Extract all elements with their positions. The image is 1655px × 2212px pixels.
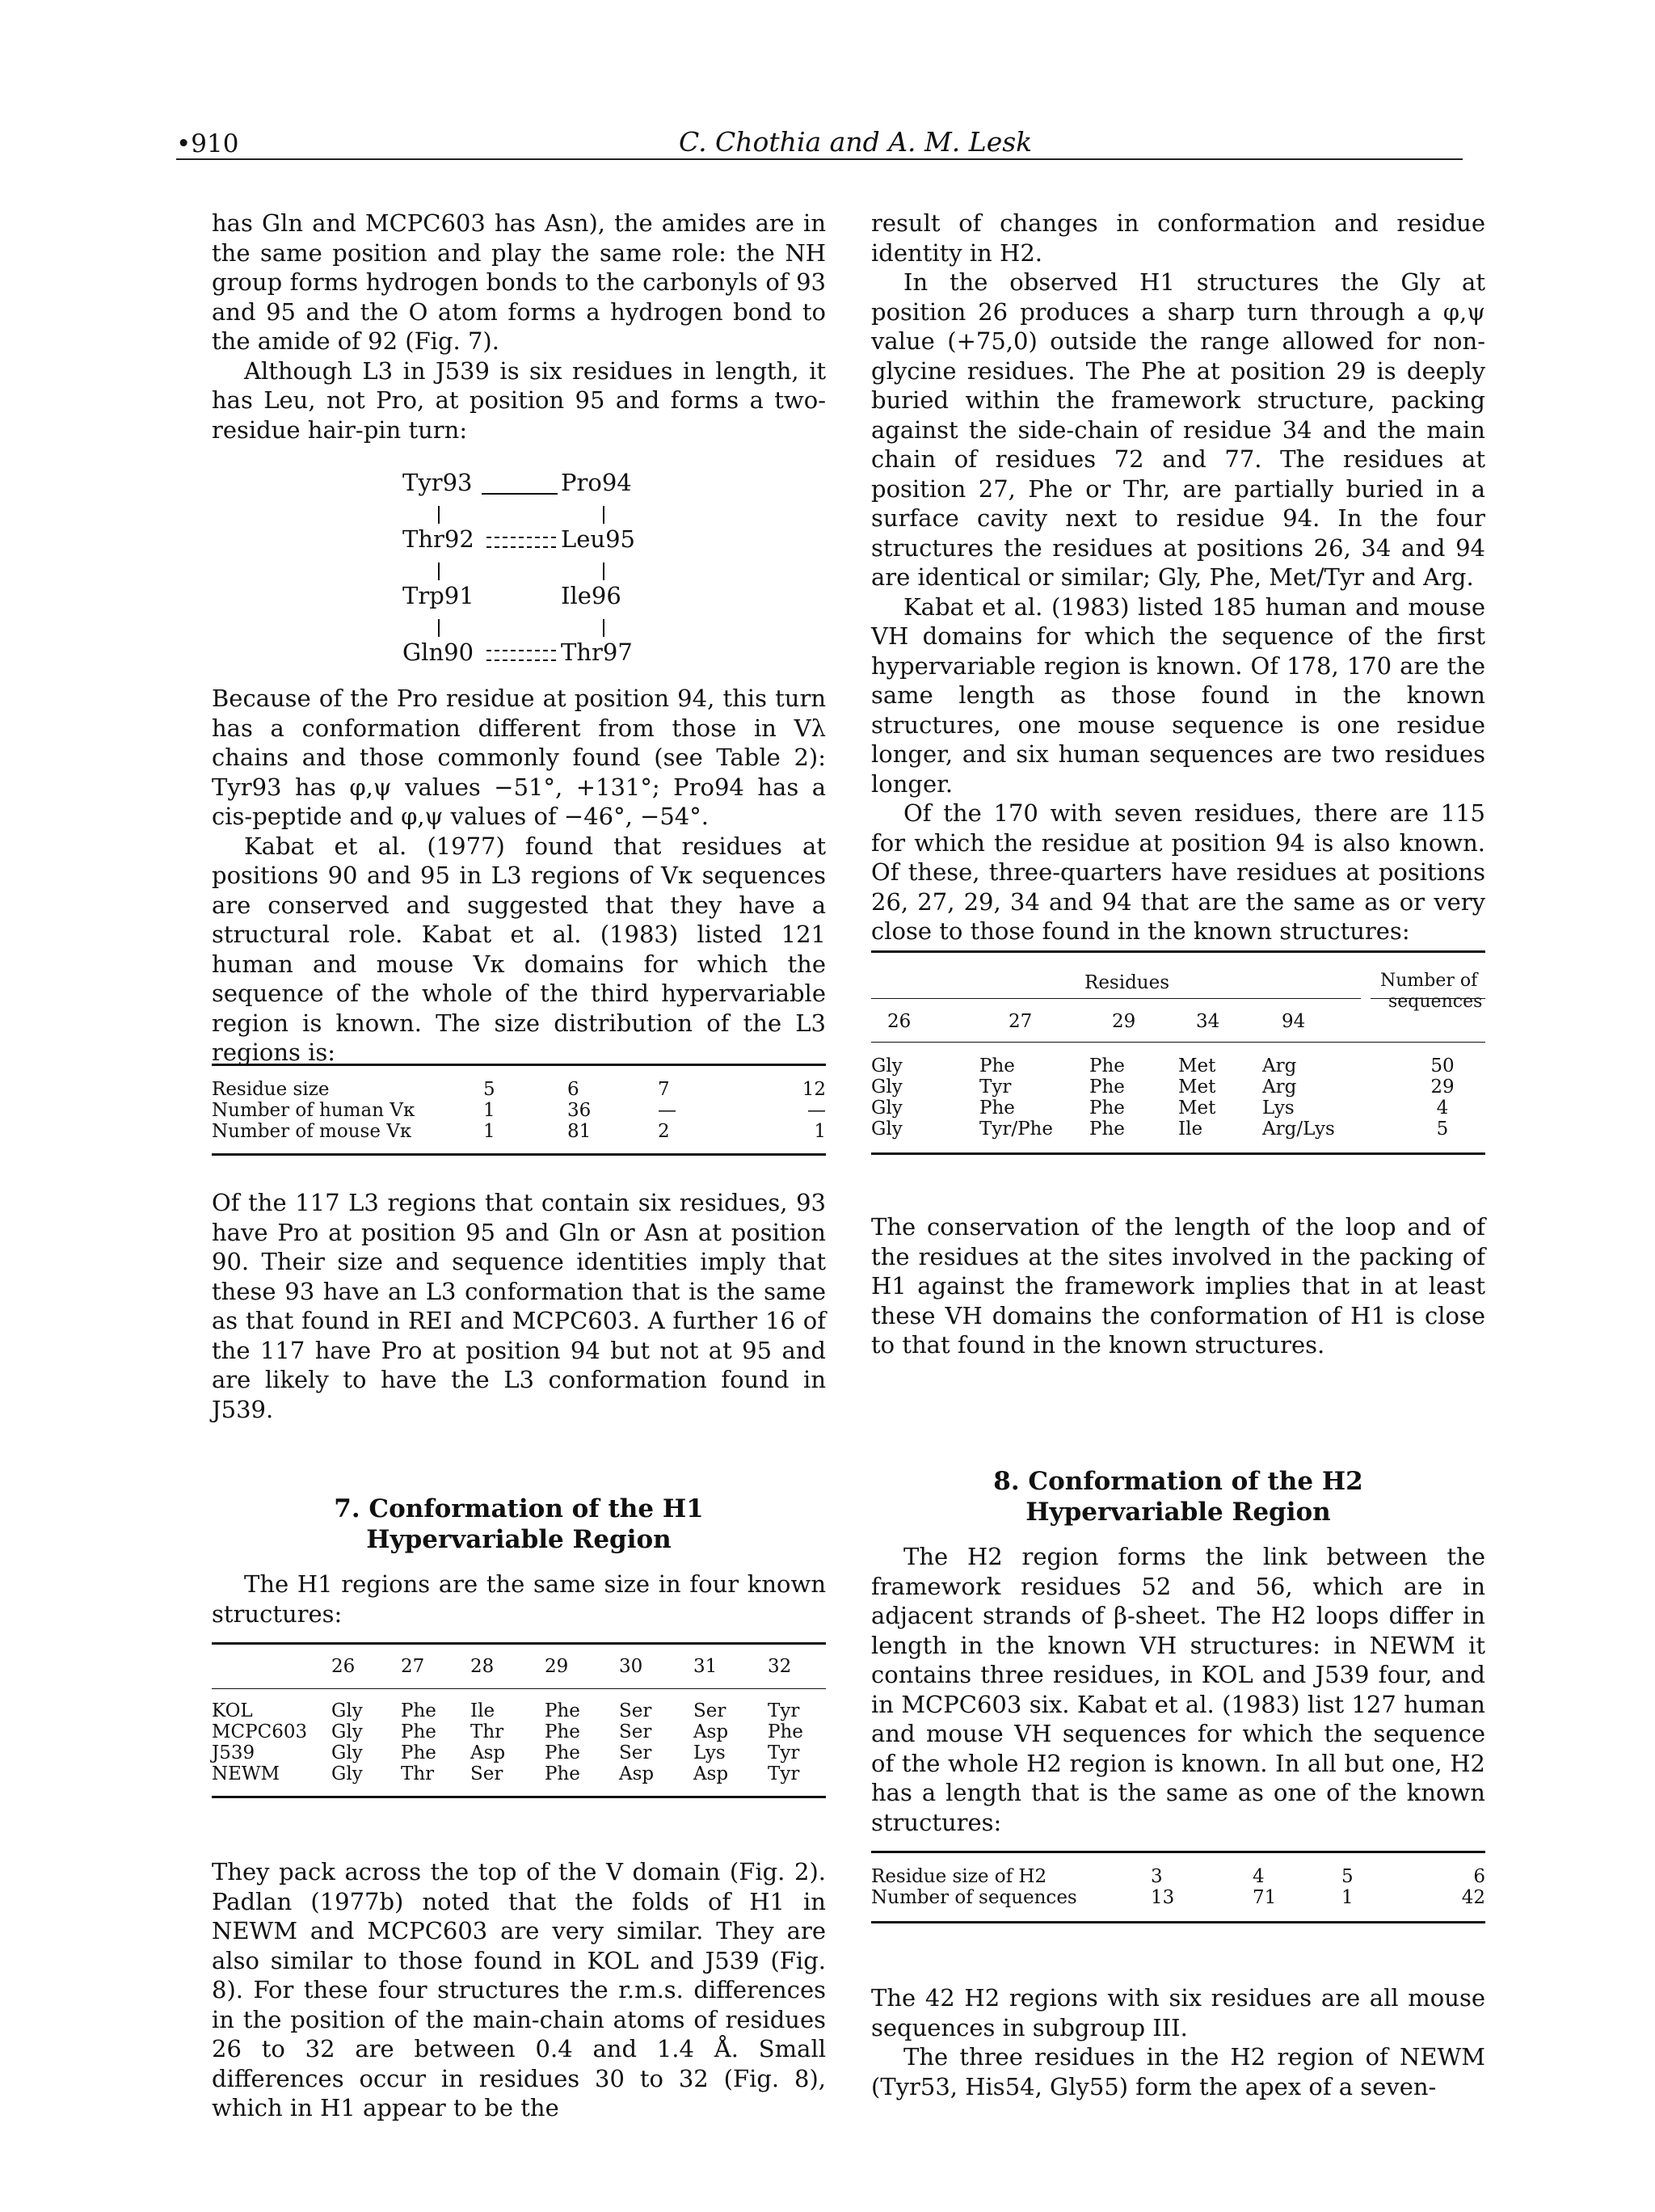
table-cell: 81 bbox=[567, 1121, 592, 1142]
bond-line bbox=[603, 562, 604, 580]
paragraph: In the observed H1 structures the Gly at position 26 produces a sharp turn through a φ,ψ value (+75,0) outside the range allowed for non-glycine residues. The Phe at position 29 is deeply buried within the framework structure, packing against the side-chain of residue 34 and the main chain of residues 72 and 77. The residues at position 27, Phe or Thr, are partially buried in a surface cavity next to residue 94. In the four structures the residues at positions 26, 34 and 94 are identical or similar; Gly, Phe, Met/Tyr and Arg. bbox=[871, 268, 1485, 591]
residue-label: Pro94 bbox=[561, 469, 632, 496]
table-rule bbox=[871, 1921, 1485, 1923]
table-row bbox=[212, 1763, 826, 1784]
table-cell: Phe bbox=[545, 1763, 580, 1784]
column-header: 34 bbox=[1196, 1011, 1220, 1032]
table-cell: Ile bbox=[1178, 1119, 1203, 1140]
paragraph: The three residues in the H2 region of NEWM (Tyr53, His54, Gly55) form the apex of a seven- bbox=[871, 2043, 1485, 2100]
paragraph: Although L3 in J539 is six residues in length, it has Leu, not Pro, at position 95 and forms a two-residue hair-pin turn: bbox=[212, 356, 826, 444]
table-cell: Phe bbox=[979, 1098, 1015, 1119]
table-cell: KOL bbox=[212, 1700, 253, 1721]
table-cell: Number of human Vκ bbox=[212, 1100, 415, 1121]
table-cell: Phe bbox=[979, 1055, 1015, 1077]
table-cell: 3 bbox=[1151, 1866, 1163, 1887]
table-cell: Gly bbox=[871, 1077, 903, 1098]
table-rule bbox=[871, 1851, 1485, 1853]
table-cell: Lys bbox=[1262, 1098, 1295, 1119]
header-rule bbox=[871, 998, 1361, 999]
right-column-bottom bbox=[871, 1983, 1485, 2101]
table-cell: Met bbox=[1178, 1098, 1216, 1119]
table-cell: 1 bbox=[483, 1100, 495, 1121]
table-header-row bbox=[212, 1656, 826, 1677]
table-cell: Lys bbox=[693, 1742, 726, 1763]
table-cell: 1 bbox=[1341, 1887, 1354, 1908]
l3-size-table bbox=[212, 1064, 826, 1156]
paragraph: Kabat et al. (1983) listed 185 human and mouse VH domains for which the sequence of the first hypervariable region is known. Of 178, 170 are the same length as those found in the known structures, one mouse sequence is one residue longer, and six human sequences are two residues longer. bbox=[871, 592, 1485, 798]
table-cell: 31 bbox=[693, 1656, 718, 1677]
table-cell: Tyr bbox=[768, 1742, 800, 1763]
table-cell: Phe bbox=[401, 1742, 436, 1763]
table-row bbox=[871, 1887, 1485, 1908]
table-row bbox=[871, 1077, 1485, 1098]
table-row bbox=[871, 1098, 1485, 1119]
count-header: Number of bbox=[1380, 971, 1478, 991]
paragraph: The conservation of the length of the loop and of the residues at the sites involved in the packing of H1 against the framework implies that in at least these VH domains the conformation of H1 is close to that found in the known structures. bbox=[871, 1213, 1485, 1359]
table-cell: Phe bbox=[401, 1721, 436, 1742]
table-cell: 4 bbox=[1253, 1866, 1265, 1887]
table-rule bbox=[212, 1642, 826, 1645]
table-row bbox=[212, 1079, 826, 1100]
table-cell: Ser bbox=[619, 1721, 652, 1742]
left-column-p5 bbox=[212, 1188, 826, 1424]
table-cell: 4 bbox=[1436, 1098, 1449, 1119]
paragraph: has Gln and MCPC603 has Asn), the amides are in the same position and play the same role: the NH group forms hydrogen bonds to the carbonyls of 93 and 95 and the O atom forms a hydrogen bond to the amide of 92 (Fig. 7). bbox=[212, 209, 826, 355]
table-cell: Arg/Lys bbox=[1262, 1119, 1335, 1140]
table-cell: 2 bbox=[658, 1121, 670, 1142]
residue-label: Trp91 bbox=[402, 582, 474, 609]
paragraph: Because of the Pro residue at position 94, this turn has a conformation different from those in Vλ chains and those commonly found (see Table 2): Tyr93 has φ,ψ values −51°, +131°; Pro94 has a cis-peptide and φ,ψ values of −46°, −54°. bbox=[212, 685, 826, 830]
table-row bbox=[212, 1100, 826, 1121]
bond-line bbox=[603, 506, 604, 524]
h1-residue-table bbox=[871, 950, 1485, 1155]
paragraph: Kabat et al. (1977) found that residues at positions 90 and 95 in L3 regions of Vκ sequences are conserved and suggested that they have a structural role. Kabat et al. (1983) listed 121 human and mouse Vκ domains for which the sequence of the whole of the third hypervariable region is known. The size distribution of the L3 regions is: bbox=[212, 832, 826, 1066]
table-cell: 42 bbox=[1461, 1887, 1485, 1908]
section-title: Hypervariable Region bbox=[366, 1525, 672, 1554]
left-column-mid bbox=[212, 684, 826, 1068]
table-cell: Phe bbox=[545, 1721, 580, 1742]
left-column-p7 bbox=[212, 1857, 826, 2123]
table-row bbox=[212, 1742, 826, 1763]
table-cell: Gly bbox=[871, 1098, 903, 1119]
table-cell: 36 bbox=[567, 1100, 592, 1121]
table-cell: Phe bbox=[1089, 1055, 1125, 1077]
table-cell: Gly bbox=[331, 1700, 363, 1721]
table-cell: Phe bbox=[768, 1721, 803, 1742]
section-title: 7. Conformation of the H1 bbox=[334, 1494, 704, 1523]
table-cell: Tyr bbox=[768, 1763, 800, 1784]
table-cell: Phe bbox=[545, 1742, 580, 1763]
table-cell: 7 bbox=[658, 1079, 670, 1100]
left-column-p6 bbox=[212, 1569, 826, 1628]
paragraph: The 42 H2 regions with six residues are all mouse sequences in subgroup III. bbox=[871, 1984, 1485, 2041]
table-cell: 12 bbox=[802, 1079, 826, 1100]
table-cell: 6 bbox=[1473, 1866, 1485, 1887]
table-cell: Thr bbox=[470, 1721, 504, 1742]
table-cell: 5 bbox=[1341, 1866, 1354, 1887]
paragraph: Of the 170 with seven residues, there are 115 for which the residue at position 94 is also known. Of these, three-quarters have residues at positions 26, 27, 29, 34 and 94 that are the same as or very close to those found in the known structures: bbox=[871, 799, 1485, 945]
bond-line bbox=[438, 506, 440, 524]
table-cell: Number of sequences bbox=[871, 1887, 1077, 1908]
table-cell: Ser bbox=[619, 1742, 652, 1763]
header-rule bbox=[176, 158, 1463, 160]
residue-label: Gln90 bbox=[402, 638, 474, 666]
table-cell: Phe bbox=[545, 1700, 580, 1721]
count-header: sequences bbox=[1388, 992, 1483, 1012]
table-cell: Met bbox=[1178, 1077, 1216, 1098]
column-header: 27 bbox=[1009, 1011, 1033, 1032]
table-cell: Asp bbox=[470, 1742, 506, 1763]
table-cell: 6 bbox=[567, 1079, 579, 1100]
table-cell: 5 bbox=[483, 1079, 495, 1100]
h1-sequence-table bbox=[212, 1642, 826, 1798]
table-cell: Gly bbox=[331, 1742, 363, 1763]
table-cell: Gly bbox=[871, 1119, 903, 1140]
table-cell: Arg bbox=[1262, 1077, 1297, 1098]
table-cell: Ser bbox=[619, 1700, 652, 1721]
right-column-p6 bbox=[871, 1542, 1485, 1837]
table-cell: J539 bbox=[212, 1742, 255, 1763]
hairpin-diagram bbox=[402, 469, 661, 671]
table-row bbox=[212, 1700, 826, 1721]
table-cell: 50 bbox=[1430, 1055, 1455, 1077]
table-cell: 30 bbox=[619, 1656, 643, 1677]
table-row bbox=[871, 1055, 1485, 1077]
right-column-top bbox=[871, 209, 1485, 946]
table-cell: Ser bbox=[693, 1700, 726, 1721]
table-cell: 29 bbox=[545, 1656, 569, 1677]
section-8-heading bbox=[871, 1466, 1485, 1527]
table-cell: Residue size bbox=[212, 1079, 330, 1100]
table-cell: 28 bbox=[470, 1656, 495, 1677]
bond-line bbox=[438, 619, 440, 637]
right-column-p5 bbox=[871, 1212, 1485, 1360]
bond-line bbox=[482, 493, 558, 495]
table-cell: Arg bbox=[1262, 1055, 1297, 1077]
table-rule bbox=[212, 1064, 826, 1066]
table-row bbox=[212, 1121, 826, 1142]
table-cell: Tyr bbox=[979, 1077, 1012, 1098]
paragraph: The H2 region forms the link between the framework residues 52 and 56, which are in adjacent strands of β-sheet. The H2 loops differ in length in the known VH structures: in NEWM it contains three residues, in KOL and J539 four, and in MCPC603 six. Kabat et al. (1983) list 127 human and mouse VH sequences for which the sequence of the whole H2 region is known. In all but one, H2 has a length that is the same as one of the known structures: bbox=[871, 1543, 1485, 1836]
h2-size-table bbox=[871, 1851, 1485, 1923]
group-header: Residues bbox=[1084, 972, 1170, 993]
table-cell: 32 bbox=[768, 1656, 792, 1677]
table-cell: Tyr/Phe bbox=[979, 1119, 1053, 1140]
residue-label: Leu95 bbox=[561, 525, 635, 553]
paragraph: They pack across the top of the V domain (Fig. 2). Padlan (1977b) noted that the folds of H1 in NEWM and MCPC603 are very similar. They are also similar to those found in KOL and J539 (Fig. 8). For these four structures the r.m.s. differences in the position of the main-chain atoms of residues 26 to 32 are between 0.4 and 1.4 Å. Small differences occur in residues 30 to 32 (Fig. 8), which in H1 appear to be the bbox=[212, 1858, 826, 2121]
table-cell: 5 bbox=[1436, 1119, 1449, 1140]
hbond-dashes bbox=[486, 650, 556, 661]
paragraph: result of changes in conformation and residue identity in H2. bbox=[871, 209, 1485, 267]
table-cell: Phe bbox=[401, 1700, 436, 1721]
table-row bbox=[871, 1866, 1485, 1887]
table-row bbox=[212, 1721, 826, 1742]
table-rule bbox=[212, 1688, 826, 1689]
table-cell: Gly bbox=[331, 1763, 363, 1784]
table-rule bbox=[871, 1042, 1485, 1043]
hbond-dashes bbox=[486, 537, 556, 548]
table-rule bbox=[212, 1153, 826, 1156]
table-cell: Met bbox=[1178, 1055, 1216, 1077]
table-row bbox=[871, 1119, 1485, 1140]
table-cell: Thr bbox=[401, 1763, 435, 1784]
table-cell: — bbox=[807, 1100, 826, 1121]
table-rule bbox=[212, 1796, 826, 1798]
table-cell: Phe bbox=[1089, 1098, 1125, 1119]
table-cell: Phe bbox=[1089, 1077, 1125, 1098]
left-column-top bbox=[212, 209, 826, 445]
table-cell: Ile bbox=[470, 1700, 495, 1721]
table-cell: 1 bbox=[814, 1121, 826, 1142]
table-cell: Number of mouse Vκ bbox=[212, 1121, 412, 1142]
page-number: •910 bbox=[176, 129, 239, 158]
table-cell: 13 bbox=[1151, 1887, 1175, 1908]
section-7-heading bbox=[212, 1494, 826, 1555]
table-cell: 27 bbox=[401, 1656, 425, 1677]
table-cell: Gly bbox=[331, 1721, 363, 1742]
table-cell: Phe bbox=[1089, 1119, 1125, 1140]
column-header: 26 bbox=[887, 1011, 912, 1032]
table-cell: — bbox=[658, 1100, 676, 1121]
table-cell: Asp bbox=[619, 1763, 655, 1784]
residue-label: Ile96 bbox=[561, 582, 621, 609]
section-title: 8. Conformation of the H2 bbox=[993, 1467, 1363, 1496]
table-cell: Asp bbox=[693, 1721, 729, 1742]
table-cell: Asp bbox=[693, 1763, 729, 1784]
table-cell: Tyr bbox=[768, 1700, 800, 1721]
column-header: 94 bbox=[1282, 1011, 1306, 1032]
table-cell bbox=[212, 1656, 331, 1677]
residue-label: Tyr93 bbox=[402, 469, 473, 496]
table-cell: 1 bbox=[483, 1121, 495, 1142]
residue-label: Thr97 bbox=[561, 638, 633, 666]
table-cell: Gly bbox=[871, 1055, 903, 1077]
column-header: 29 bbox=[1112, 1011, 1136, 1032]
running-title: C. Chothia and A. M. Lesk bbox=[679, 126, 1033, 158]
residue-label: Thr92 bbox=[402, 525, 474, 553]
section-title: Hypervariable Region bbox=[1025, 1498, 1331, 1527]
table-cell: NEWM bbox=[212, 1763, 280, 1784]
table-rule bbox=[871, 1152, 1485, 1155]
table-cell: Ser bbox=[470, 1763, 503, 1784]
paragraph: Of the 117 L3 regions that contain six residues, 93 have Pro at position 95 and Gln or Asn at position 90. Their size and sequence identities imply that these 93 have an L3 conformation that is the same as that found in REI and MCPC603. A further 16 of the 117 have Pro at position 94 but not at 95 and are likely to have the L3 conformation found in J539. bbox=[212, 1189, 826, 1423]
table-cell: Residue size of H2 bbox=[871, 1866, 1047, 1887]
bond-line bbox=[603, 619, 604, 637]
table-cell: 71 bbox=[1253, 1887, 1277, 1908]
bond-line bbox=[438, 562, 440, 580]
table-cell: 29 bbox=[1430, 1077, 1455, 1098]
table-cell: MCPC603 bbox=[212, 1721, 308, 1742]
paragraph: The H1 regions are the same size in four known structures: bbox=[212, 1570, 826, 1628]
table-cell: 26 bbox=[331, 1656, 356, 1677]
